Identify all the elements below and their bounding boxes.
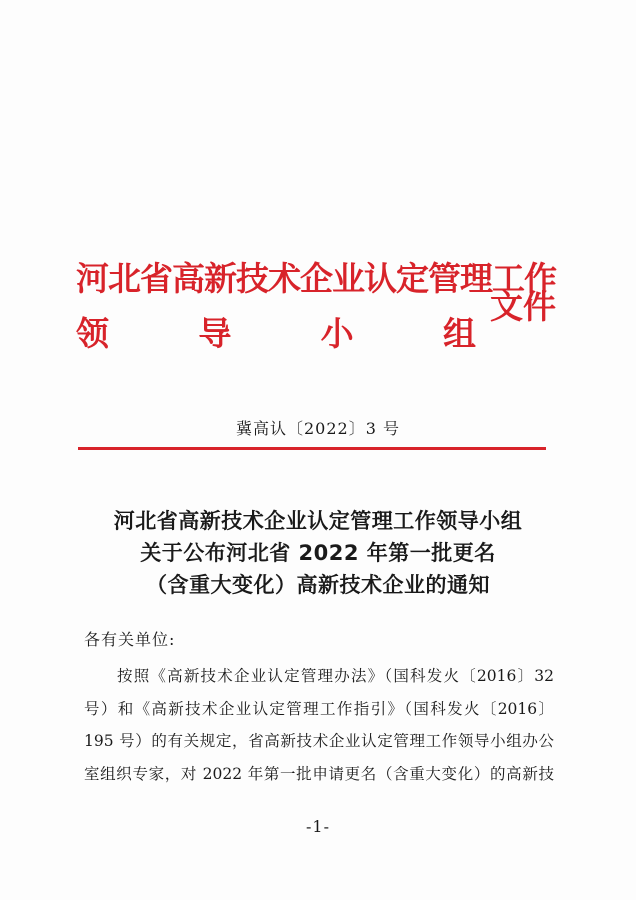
masthead-char: 组 <box>442 314 476 353</box>
body-line: 号）和《高新技术企业认定管理工作指引》（国科发火〔2016〕 <box>84 699 554 718</box>
masthead-char: 领 <box>76 314 109 353</box>
page-number: -1- <box>306 817 330 836</box>
body-line: 195 号）的有关规定，省高新技术企业认定管理工作领导小组办公 <box>84 732 554 750</box>
masthead-issuer-line2 <box>76 314 476 353</box>
masthead-char: 导 <box>198 314 232 353</box>
document-title <box>0 505 636 601</box>
title-line: （含重大变化）高新技术企业的通知 <box>146 573 490 597</box>
title-line: 关于公布河北省 2022 年第一批更名 <box>140 541 496 565</box>
body-line: 室组织专家，对 2022 年第一批申请更名（含重大变化）的高新技 <box>84 764 554 783</box>
salutation: 各有关单位: <box>84 630 176 649</box>
masthead-suffix: 文件 <box>490 287 556 326</box>
body-paragraph <box>84 660 554 790</box>
document-number: 冀高认〔2022〕3 号 <box>236 419 400 438</box>
body-line: 按照《高新技术企业认定管理办法》（国科发火〔2016〕32 <box>117 667 554 685</box>
red-divider-line <box>78 447 546 450</box>
title-line: 河北省高新技术企业认定管理工作领导小组 <box>113 509 523 533</box>
masthead-issuer-line1: 河北省高新技术企业认定管理工作 <box>76 259 556 298</box>
masthead-char: 小 <box>320 314 354 353</box>
